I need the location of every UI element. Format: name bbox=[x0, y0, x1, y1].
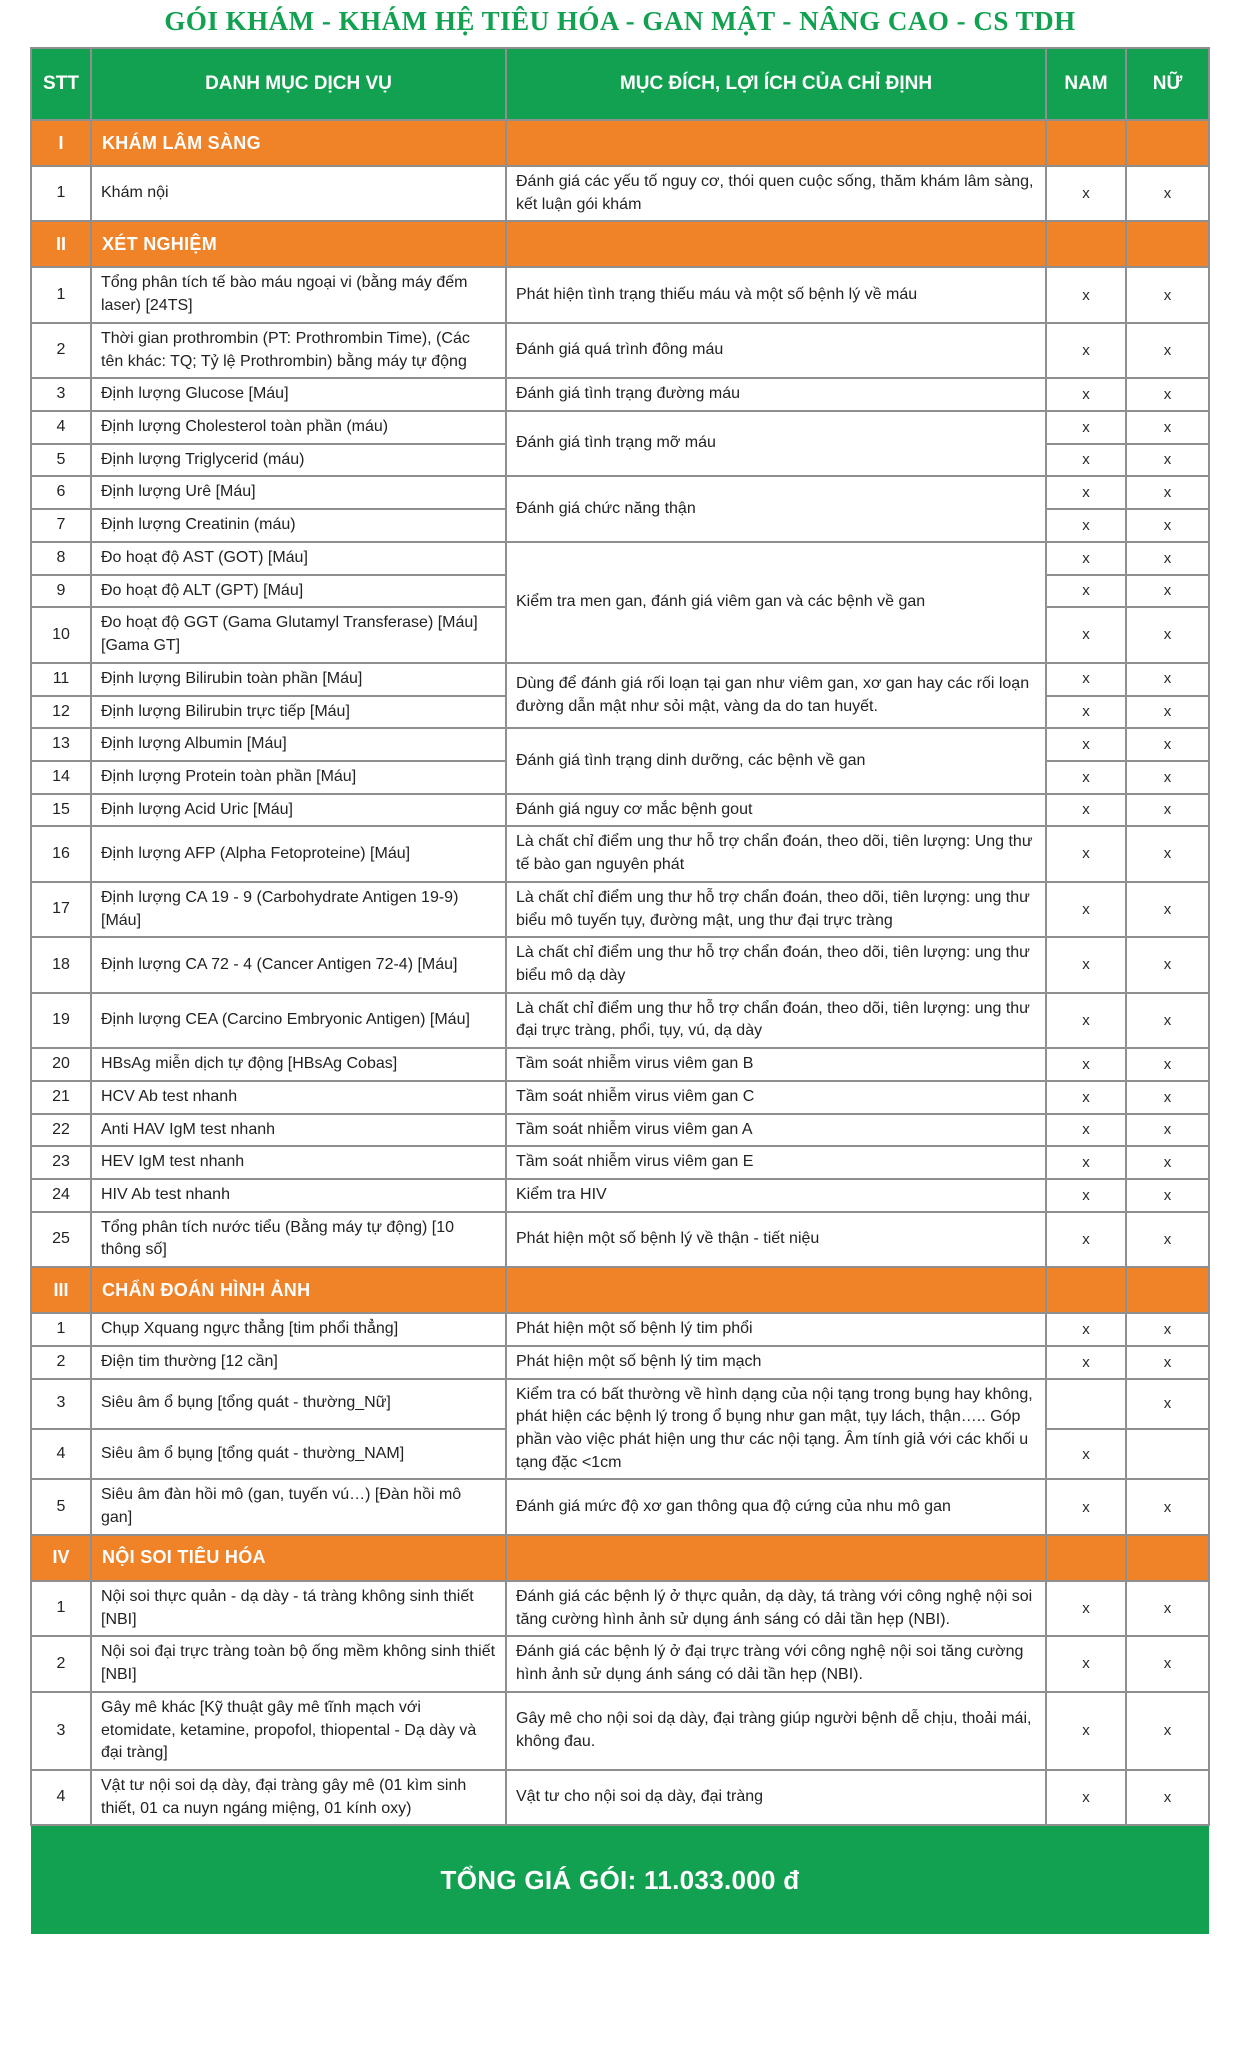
service-row bbox=[31, 937, 1209, 992]
nu-cell: x bbox=[1126, 476, 1209, 509]
service-row bbox=[31, 1212, 1209, 1267]
table-header bbox=[31, 48, 1209, 120]
purpose-cell: Là chất chỉ điểm ung thư hỗ trợ chẩn đoán, theo dõi, tiên lượng: Ung thư tế bào gan nguyên phát bbox=[506, 826, 1046, 881]
stt-cell: 5 bbox=[31, 444, 91, 477]
nu-cell: x bbox=[1126, 882, 1209, 937]
nam-cell: x bbox=[1046, 1179, 1126, 1212]
stt-cell: 23 bbox=[31, 1146, 91, 1179]
stt-cell: 9 bbox=[31, 575, 91, 608]
service-row bbox=[31, 1313, 1209, 1346]
stt-cell: 21 bbox=[31, 1081, 91, 1114]
nu-cell: x bbox=[1126, 826, 1209, 881]
section-row bbox=[31, 120, 1209, 166]
nam-cell: x bbox=[1046, 542, 1126, 575]
nam-cell: x bbox=[1046, 696, 1126, 729]
purpose-cell: Vật tư cho nội soi dạ dày, đại tràng bbox=[506, 1770, 1046, 1825]
stt-cell: 4 bbox=[31, 1770, 91, 1825]
purpose-cell: Phát hiện một số bệnh lý về thận - tiết niệu bbox=[506, 1212, 1046, 1267]
nu-cell: x bbox=[1126, 411, 1209, 444]
nam-cell: x bbox=[1046, 663, 1126, 696]
stt-cell: 3 bbox=[31, 1692, 91, 1770]
section-nam-spacer bbox=[1046, 120, 1126, 166]
stt-cell: 7 bbox=[31, 509, 91, 542]
service-cell: Anti HAV IgM test nhanh bbox=[91, 1114, 506, 1147]
col-header-purpose: MỤC ĐÍCH, LỢI ÍCH CỦA CHỈ ĐỊNH bbox=[506, 48, 1046, 120]
service-row bbox=[31, 323, 1209, 378]
col-header-stt: STT bbox=[31, 48, 91, 120]
purpose-cell: Kiểm tra men gan, đánh giá viêm gan và các bệnh về gan bbox=[506, 542, 1046, 663]
nu-cell: x bbox=[1126, 509, 1209, 542]
service-cell: HBsAg miễn dịch tự động [HBsAg Cobas] bbox=[91, 1048, 506, 1081]
purpose-cell: Kiểm tra HIV bbox=[506, 1179, 1046, 1212]
stt-cell: 10 bbox=[31, 607, 91, 662]
section-title: CHẨN ĐOÁN HÌNH ẢNH bbox=[91, 1267, 506, 1313]
col-header-nu: NỮ bbox=[1126, 48, 1209, 120]
nam-cell: x bbox=[1046, 607, 1126, 662]
service-row bbox=[31, 411, 1209, 444]
service-row bbox=[31, 663, 1209, 696]
stt-cell: 1 bbox=[31, 267, 91, 322]
section-purpose-spacer bbox=[506, 1535, 1046, 1581]
nu-cell: x bbox=[1126, 1692, 1209, 1770]
service-row bbox=[31, 1636, 1209, 1691]
section-title: NỘI SOI TIÊU HÓA bbox=[91, 1535, 506, 1581]
nu-cell: x bbox=[1126, 1379, 1209, 1429]
stt-cell: 15 bbox=[31, 794, 91, 827]
nu-cell: x bbox=[1126, 1179, 1209, 1212]
stt-cell: 4 bbox=[31, 411, 91, 444]
stt-cell: 2 bbox=[31, 323, 91, 378]
stt-cell: 22 bbox=[31, 1114, 91, 1147]
nu-cell: x bbox=[1126, 378, 1209, 411]
stt-cell: 8 bbox=[31, 542, 91, 575]
nu-cell: x bbox=[1126, 1212, 1209, 1267]
section-nu-spacer bbox=[1126, 1535, 1209, 1581]
purpose-cell: Kiểm tra có bất thường về hình dạng của nội tạng trong bụng hay không, phát hiện các bệnh lý trong ổ bụng như gan mật, tụy lách, thận….. Góp phần vào việc phát hiện ung thư các nội tạng. Âm tính giả với các khối u tạng đặc <1cm bbox=[506, 1379, 1046, 1480]
nu-cell: x bbox=[1126, 1636, 1209, 1691]
purpose-cell: Là chất chỉ điểm ung thư hỗ trợ chẩn đoán, theo dõi, tiên lượng: ung thư đại trực tràng, phổi, tụy, vú, dạ dày bbox=[506, 993, 1046, 1048]
nam-cell: x bbox=[1046, 761, 1126, 794]
stt-cell: 3 bbox=[31, 378, 91, 411]
total-price-label: TỔNG GIÁ GÓI: 11.033.000 đ bbox=[440, 1864, 800, 1895]
service-cell: Định lượng Urê [Máu] bbox=[91, 476, 506, 509]
nam-cell: x bbox=[1046, 1346, 1126, 1379]
nam-cell: x bbox=[1046, 1114, 1126, 1147]
service-row bbox=[31, 267, 1209, 322]
purpose-cell: Tầm soát nhiễm virus viêm gan A bbox=[506, 1114, 1046, 1147]
service-cell: HIV Ab test nhanh bbox=[91, 1179, 506, 1212]
nam-cell: x bbox=[1046, 509, 1126, 542]
service-row bbox=[31, 1081, 1209, 1114]
service-cell: Định lượng CA 19 - 9 (Carbohydrate Antigen 19-9) [Máu] bbox=[91, 882, 506, 937]
section-nu-spacer bbox=[1126, 221, 1209, 267]
nu-cell: x bbox=[1126, 575, 1209, 608]
stt-cell: 3 bbox=[31, 1379, 91, 1429]
service-row bbox=[31, 1692, 1209, 1770]
stt-cell: 13 bbox=[31, 728, 91, 761]
nam-cell: x bbox=[1046, 1212, 1126, 1267]
service-cell: Đo hoạt độ ALT (GPT) [Máu] bbox=[91, 575, 506, 608]
nam-cell: x bbox=[1046, 1081, 1126, 1114]
stt-cell: 1 bbox=[31, 1581, 91, 1636]
service-cell: Điện tim thường [12 cần] bbox=[91, 1346, 506, 1379]
nam-cell: x bbox=[1046, 1429, 1126, 1479]
service-cell: Khám nội bbox=[91, 166, 506, 221]
purpose-cell: Phát hiện một số bệnh lý tim phổi bbox=[506, 1313, 1046, 1346]
service-row bbox=[31, 476, 1209, 509]
nam-cell: x bbox=[1046, 826, 1126, 881]
service-row bbox=[31, 1479, 1209, 1534]
service-row bbox=[31, 1346, 1209, 1379]
service-cell: HCV Ab test nhanh bbox=[91, 1081, 506, 1114]
purpose-cell: Là chất chỉ điểm ung thư hỗ trợ chẩn đoán, theo dõi, tiên lượng: ung thư biểu mô dạ dày bbox=[506, 937, 1046, 992]
purpose-cell: Đánh giá tình trạng đường máu bbox=[506, 378, 1046, 411]
table-body bbox=[31, 120, 1209, 1825]
stt-cell: 5 bbox=[31, 1479, 91, 1534]
service-cell: Định lượng Glucose [Máu] bbox=[91, 378, 506, 411]
nam-cell: x bbox=[1046, 267, 1126, 322]
nam-cell: x bbox=[1046, 1146, 1126, 1179]
purpose-cell: Đánh giá quá trình đông máu bbox=[506, 323, 1046, 378]
nu-cell: x bbox=[1126, 267, 1209, 322]
nam-cell: x bbox=[1046, 882, 1126, 937]
service-cell: Siêu âm đàn hồi mô (gan, tuyến vú…) [Đàn hồi mô gan] bbox=[91, 1479, 506, 1534]
service-cell: Siêu âm ổ bụng [tổng quát - thường_Nữ] bbox=[91, 1379, 506, 1429]
section-numeral: I bbox=[31, 120, 91, 166]
total-price-bar bbox=[31, 1826, 1209, 1934]
nam-cell: x bbox=[1046, 166, 1126, 221]
stt-cell: 4 bbox=[31, 1429, 91, 1479]
service-cell: Đo hoạt độ GGT (Gama Glutamyl Transferase) [Máu] [Gama GT] bbox=[91, 607, 506, 662]
nu-cell: x bbox=[1126, 993, 1209, 1048]
section-row bbox=[31, 1535, 1209, 1581]
purpose-cell: Phát hiện một số bệnh lý tim mạch bbox=[506, 1346, 1046, 1379]
service-cell: Định lượng Creatinin (máu) bbox=[91, 509, 506, 542]
purpose-cell: Đánh giá tình trạng dinh dưỡng, các bệnh về gan bbox=[506, 728, 1046, 793]
service-cell: Định lượng Protein toàn phần [Máu] bbox=[91, 761, 506, 794]
purpose-cell: Đánh giá nguy cơ mắc bệnh gout bbox=[506, 794, 1046, 827]
nu-cell: x bbox=[1126, 1114, 1209, 1147]
nu-cell: x bbox=[1126, 323, 1209, 378]
section-row bbox=[31, 1267, 1209, 1313]
purpose-cell: Đánh giá các yếu tố nguy cơ, thói quen cuộc sống, thăm khám lâm sàng, kết luận gói khám bbox=[506, 166, 1046, 221]
section-nu-spacer bbox=[1126, 1267, 1209, 1313]
purpose-cell: Dùng để đánh giá rối loạn tại gan như viêm gan, xơ gan hay các rối loạn đường dẫn mật như sỏi mật, vàng da do tan huyết. bbox=[506, 663, 1046, 728]
nu-cell: x bbox=[1126, 663, 1209, 696]
nam-cell: x bbox=[1046, 323, 1126, 378]
stt-cell: 2 bbox=[31, 1636, 91, 1691]
service-row bbox=[31, 166, 1209, 221]
section-purpose-spacer bbox=[506, 1267, 1046, 1313]
service-cell: Thời gian prothrombin (PT: Prothrombin Time), (Các tên khác: TQ; Tỷ lệ Prothrombin) bằng máy tự động bbox=[91, 323, 506, 378]
stt-cell: 17 bbox=[31, 882, 91, 937]
nu-cell: x bbox=[1126, 1313, 1209, 1346]
section-nu-spacer bbox=[1126, 120, 1209, 166]
nam-cell: x bbox=[1046, 411, 1126, 444]
service-cell: HEV IgM test nhanh bbox=[91, 1146, 506, 1179]
section-numeral: III bbox=[31, 1267, 91, 1313]
stt-cell: 25 bbox=[31, 1212, 91, 1267]
col-header-nam: NAM bbox=[1046, 48, 1126, 120]
nam-cell: x bbox=[1046, 1048, 1126, 1081]
service-row bbox=[31, 1581, 1209, 1636]
stt-cell: 19 bbox=[31, 993, 91, 1048]
service-cell: Nội soi thực quản - dạ dày - tá tràng không sinh thiết [NBI] bbox=[91, 1581, 506, 1636]
service-row bbox=[31, 794, 1209, 827]
stt-cell: 14 bbox=[31, 761, 91, 794]
page-title: GÓI KHÁM - KHÁM HỆ TIÊU HÓA - GAN MẬT - NÂNG CAO - CS TDH bbox=[164, 6, 1076, 36]
section-title: KHÁM LÂM SÀNG bbox=[91, 120, 506, 166]
service-row bbox=[31, 1770, 1209, 1825]
service-cell: Định lượng Albumin [Máu] bbox=[91, 728, 506, 761]
nu-cell: x bbox=[1126, 696, 1209, 729]
nam-cell: x bbox=[1046, 728, 1126, 761]
service-cell: Định lượng CEA (Carcino Embryonic Antigen) [Máu] bbox=[91, 993, 506, 1048]
section-title: XÉT NGHIỆM bbox=[91, 221, 506, 267]
service-cell: Định lượng Acid Uric [Máu] bbox=[91, 794, 506, 827]
stt-cell: 24 bbox=[31, 1179, 91, 1212]
stt-cell: 11 bbox=[31, 663, 91, 696]
stt-cell: 6 bbox=[31, 476, 91, 509]
nam-cell bbox=[1046, 1379, 1126, 1429]
section-purpose-spacer bbox=[506, 120, 1046, 166]
nam-cell: x bbox=[1046, 1581, 1126, 1636]
service-cell: Định lượng Bilirubin toàn phần [Máu] bbox=[91, 663, 506, 696]
service-cell: Định lượng Cholesterol toàn phần (máu) bbox=[91, 411, 506, 444]
section-numeral: II bbox=[31, 221, 91, 267]
service-row bbox=[31, 1179, 1209, 1212]
nam-cell: x bbox=[1046, 1636, 1126, 1691]
section-nam-spacer bbox=[1046, 1535, 1126, 1581]
nu-cell: x bbox=[1126, 1081, 1209, 1114]
purpose-cell: Đánh giá các bệnh lý ở đại trực tràng với công nghệ nội soi tăng cường hình ảnh sử dụng ánh sáng có dải tần hẹp (NBI). bbox=[506, 1636, 1046, 1691]
nu-cell: x bbox=[1126, 1770, 1209, 1825]
nu-cell: x bbox=[1126, 761, 1209, 794]
purpose-cell: Gây mê cho nội soi dạ dày, đại tràng giúp người bệnh dễ chịu, thoải mái, không đau. bbox=[506, 1692, 1046, 1770]
section-purpose-spacer bbox=[506, 221, 1046, 267]
service-row bbox=[31, 993, 1209, 1048]
service-cell: Định lượng Triglycerid (máu) bbox=[91, 444, 506, 477]
service-cell: Định lượng CA 72 - 4 (Cancer Antigen 72-4) [Máu] bbox=[91, 937, 506, 992]
nu-cell: x bbox=[1126, 444, 1209, 477]
purpose-cell: Là chất chỉ điểm ung thư hỗ trợ chẩn đoán, theo dõi, tiên lượng: ung thư biểu mô tuyến tụy, đường mật, ung thư đại trực tràng bbox=[506, 882, 1046, 937]
service-cell: Đo hoạt độ AST (GOT) [Máu] bbox=[91, 542, 506, 575]
nam-cell: x bbox=[1046, 993, 1126, 1048]
service-row bbox=[31, 1114, 1209, 1147]
service-row bbox=[31, 728, 1209, 761]
service-row bbox=[31, 1379, 1209, 1429]
nu-cell: x bbox=[1126, 937, 1209, 992]
stt-cell: 16 bbox=[31, 826, 91, 881]
service-row bbox=[31, 542, 1209, 575]
purpose-cell: Đánh giá tình trạng mỡ máu bbox=[506, 411, 1046, 476]
nam-cell: x bbox=[1046, 1313, 1126, 1346]
nu-cell: x bbox=[1126, 1346, 1209, 1379]
section-numeral: IV bbox=[31, 1535, 91, 1581]
nam-cell: x bbox=[1046, 476, 1126, 509]
nu-cell: x bbox=[1126, 1581, 1209, 1636]
service-cell: Gây mê khác [Kỹ thuật gây mê tĩnh mạch với etomidate, ketamine, propofol, thiopental - Dạ dày và đại tràng] bbox=[91, 1692, 506, 1770]
purpose-cell: Tầm soát nhiễm virus viêm gan C bbox=[506, 1081, 1046, 1114]
section-nam-spacer bbox=[1046, 221, 1126, 267]
service-cell: Vật tư nội soi dạ dày, đại tràng gây mê (01 kìm sinh thiết, 01 ca nuyn ngáng miệng, 01 kính oxy) bbox=[91, 1770, 506, 1825]
purpose-cell: Tầm soát nhiễm virus viêm gan B bbox=[506, 1048, 1046, 1081]
service-row bbox=[31, 882, 1209, 937]
purpose-cell: Đánh giá các bệnh lý ở thực quản, dạ dày, tá tràng với công nghệ nội soi tăng cường hình ảnh sử dụng ánh sáng có dải tần hẹp (NBI). bbox=[506, 1581, 1046, 1636]
service-row bbox=[31, 378, 1209, 411]
service-cell: Siêu âm ổ bụng [tổng quát - thường_NAM] bbox=[91, 1429, 506, 1479]
stt-cell: 2 bbox=[31, 1346, 91, 1379]
nu-cell: x bbox=[1126, 794, 1209, 827]
purpose-cell: Đánh giá chức năng thận bbox=[506, 476, 1046, 541]
purpose-cell: Phát hiện tình trạng thiếu máu và một số bệnh lý về máu bbox=[506, 267, 1046, 322]
header-row bbox=[31, 48, 1209, 120]
service-row bbox=[31, 1146, 1209, 1179]
stt-cell: 1 bbox=[31, 1313, 91, 1346]
nam-cell: x bbox=[1046, 444, 1126, 477]
section-nam-spacer bbox=[1046, 1267, 1126, 1313]
nu-cell: x bbox=[1126, 542, 1209, 575]
section-row bbox=[31, 221, 1209, 267]
nam-cell: x bbox=[1046, 937, 1126, 992]
service-cell: Chụp Xquang ngực thẳng [tim phổi thẳng] bbox=[91, 1313, 506, 1346]
nu-cell: x bbox=[1126, 728, 1209, 761]
col-header-service: DANH MỤC DỊCH VỤ bbox=[91, 48, 506, 120]
service-table bbox=[30, 47, 1210, 1826]
service-cell: Định lượng Bilirubin trực tiếp [Máu] bbox=[91, 696, 506, 729]
service-cell: Nội soi đại trực tràng toàn bộ ống mềm không sinh thiết [NBI] bbox=[91, 1636, 506, 1691]
nam-cell: x bbox=[1046, 378, 1126, 411]
service-cell: Định lượng AFP (Alpha Fetoproteine) [Máu] bbox=[91, 826, 506, 881]
nu-cell: x bbox=[1126, 1479, 1209, 1534]
nu-cell: x bbox=[1126, 1048, 1209, 1081]
nu-cell: x bbox=[1126, 166, 1209, 221]
nam-cell: x bbox=[1046, 575, 1126, 608]
nu-cell: x bbox=[1126, 1146, 1209, 1179]
purpose-cell: Tầm soát nhiễm virus viêm gan E bbox=[506, 1146, 1046, 1179]
stt-cell: 1 bbox=[31, 166, 91, 221]
purpose-cell: Đánh giá mức độ xơ gan thông qua độ cứng của nhu mô gan bbox=[506, 1479, 1046, 1534]
nam-cell: x bbox=[1046, 794, 1126, 827]
stt-cell: 20 bbox=[31, 1048, 91, 1081]
nu-cell: x bbox=[1126, 607, 1209, 662]
nu-cell bbox=[1126, 1429, 1209, 1479]
nam-cell: x bbox=[1046, 1692, 1126, 1770]
stt-cell: 12 bbox=[31, 696, 91, 729]
stt-cell: 18 bbox=[31, 937, 91, 992]
nam-cell: x bbox=[1046, 1479, 1126, 1534]
nam-cell: x bbox=[1046, 1770, 1126, 1825]
service-row bbox=[31, 826, 1209, 881]
service-cell: Tổng phân tích nước tiểu (Bằng máy tự động) [10 thông số] bbox=[91, 1212, 506, 1267]
service-row bbox=[31, 1048, 1209, 1081]
service-cell: Tổng phân tích tế bào máu ngoại vi (bằng máy đếm laser) [24TS] bbox=[91, 267, 506, 322]
